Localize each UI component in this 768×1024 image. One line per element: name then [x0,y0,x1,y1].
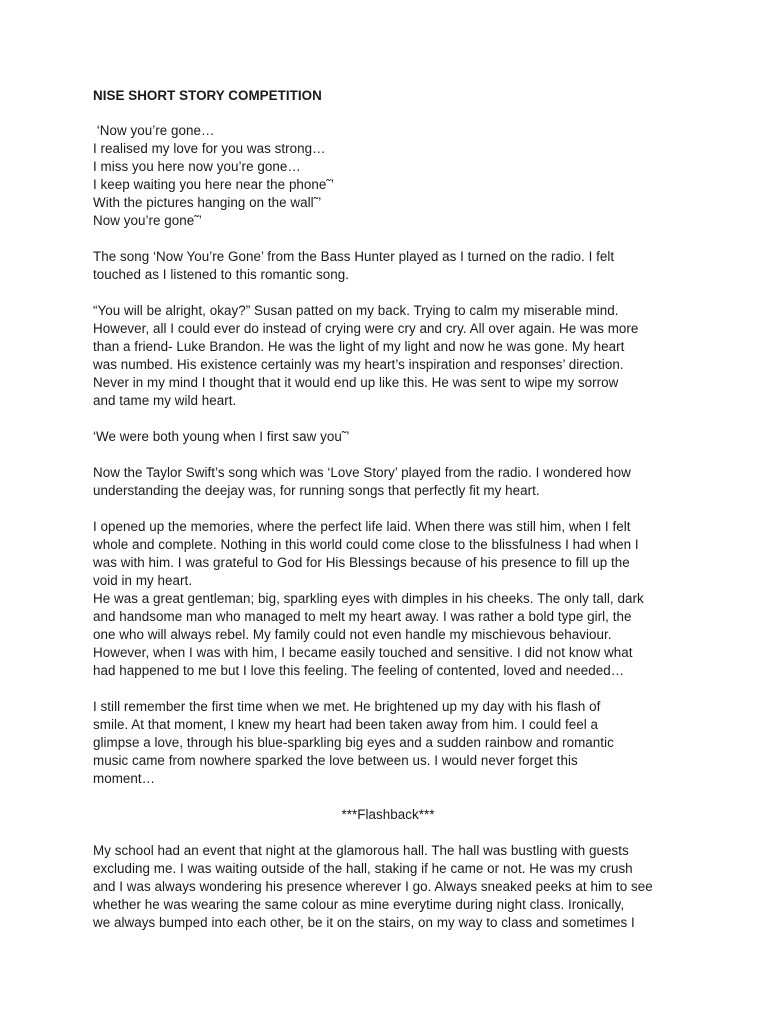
text-line: one who will always rebel. My family could not even handle my mischievous behaviour. [93,627,612,642]
lyric-line: ‘Now you’re gone… [93,123,215,138]
lyrics-block [93,122,683,230]
text-line: My school had an event that night at the glamorous hall. The hall was bustling with guests [93,843,629,858]
text-line: I opened up the memories, where the perfect life laid. When there was still him, when I felt [93,519,631,534]
text-line: The song ‘Now You’re Gone’ from the Bass Hunter played as I turned on the radio. I felt [93,249,615,264]
text-line: glimpse a love, through his blue-sparkling big eyes and a sudden rainbow and romantic [93,735,614,750]
lyric-line: With the pictures hanging on the wall˜’ [93,195,322,210]
text-line: and handsome man who managed to melt my heart away. I was rather a bold type girl, the [93,609,632,624]
text-line: Now the Taylor Swift’s song which was ‘Love Story’ played from the radio. I wondered how [93,465,631,480]
paragraph-taylor-swift [93,464,683,500]
text-line: and tame my wild heart. [93,393,237,408]
text-line: Never in my mind I thought that it would end up like this. He was sent to wipe my sorrow [93,375,619,390]
text-line: moment… [93,771,156,786]
flashback-heading: ***Flashback*** [341,807,435,822]
text-line: He was a great gentleman; big, sparkling eyes with dimples in his cheeks. The only tall, dark [93,591,644,606]
text-line: we always bumped into each other, be it on the stairs, on my way to class and sometimes I [93,915,635,930]
text-line: touched as I listened to this romantic song. [93,267,350,282]
paragraph-gentleman [93,590,683,680]
text-line: void in my heart. [93,573,193,588]
text-line: understanding the deejay was, for running songs that perfectly fit my heart. [93,483,540,498]
text-line: I still remember the first time when we met. He brightened up my day with his flash of [93,699,601,714]
paragraph-memories [93,518,683,590]
paragraph-susan [93,302,683,410]
text-line: whole and complete. Nothing in this world could come close to the blissfulness I had when I [93,537,639,552]
paragraph-school-event [93,842,683,932]
paragraph-first-meeting [93,698,683,788]
document-title: NISE SHORT STORY COMPETITION [93,88,322,103]
text-line: and I was always wondering his presence wherever I go. Always sneaked peeks at him to see [93,879,653,894]
text-line: was numbed. His existence certainly was my heart’s inspiration and responses’ direction. [93,357,624,372]
paragraph-lyric-quote [93,428,683,446]
lyric-line: I realised my love for you was strong… [93,141,326,156]
text-line: was with him. I was grateful to God for His Blessings because of his presence to fill up the [93,555,630,570]
text-line: had happened to me but I love this feeling. The feeling of contented, loved and needed… [93,663,625,678]
text-line: excluding me. I was waiting outside of the hall, staking if he came or not. He was my crush [93,861,633,876]
text-line: However, all I could ever do instead of crying were cry and cry. All over again. He was more [93,321,639,336]
paragraph-song-radio [93,248,683,284]
text-line: ‘We were both young when I first saw you˜’ [93,429,350,444]
text-line: whether he was wearing the same colour as mine everytime during night class. Ironically, [93,897,625,912]
document-body [93,87,683,950]
lyric-line: I keep waiting you here near the phone˜’ [93,177,334,192]
text-line: music came from nowhere sparked the love between us. I would never forget this [93,753,578,768]
lyric-line: Now you’re gone˜’ [93,213,202,228]
text-line: However, when I was with him, I became easily touched and sensitive. I did not know what [93,645,633,660]
text-line: “You will be alright, okay?” Susan patted on my back. Trying to calm my miserable mind. [93,303,619,318]
lyric-line: I miss you here now you’re gone… [93,159,301,174]
text-line: smile. At that moment, I knew my heart had been taken away from him. I could feel a [93,717,599,732]
text-line: than a friend- Luke Brandon. He was the light of my light and now he was gone. My heart [93,339,625,354]
